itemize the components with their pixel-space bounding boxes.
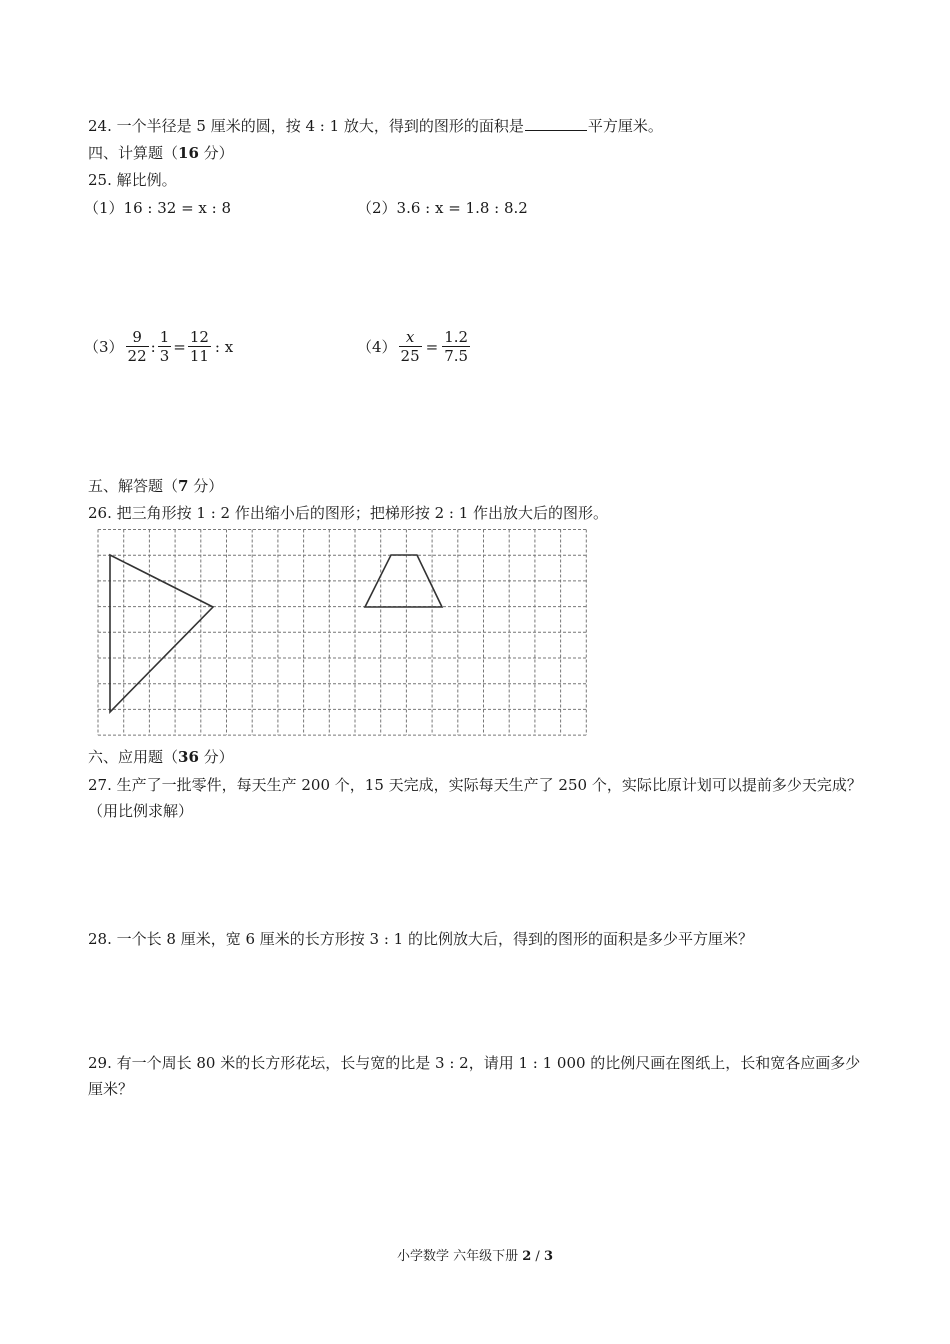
section-4-title: 四、计算题（16 分） [88,144,234,162]
question-25-stem: 25. 解比例。 [88,171,177,189]
fraction: $\frac{1}{3}$ [159,328,170,365]
fraction: $\frac{12}{11}$ [189,328,209,365]
section-5-score: 7 [178,477,189,495]
page-number: 2 [522,1249,532,1264]
q25-part-1: （1）16 : 32 = x : 8 [84,199,232,217]
section-6-score: 36 [178,748,199,766]
q25-part-3: （3） $\frac{9}{22}$ : $\frac{1}{3}$ = $\frac{12}{11}$ : x [84,328,234,365]
fraction: $\frac{1.2}{7.5}$ [444,328,469,365]
q25-part-2: （2）3.6 : x = 1.8 : 8.2 [357,199,528,217]
question-24 [88,116,663,136]
q24-text-a: 24. 一个半径是 5 厘米的圆，按 4 : 1 放大，得到的图形的面积是 [88,117,524,135]
section-5-title: 五、解答题（7 分） [88,477,224,495]
fraction: $\frac{x}{25}$ [400,328,420,365]
section-6-title: 六、应用题（36 分） [88,748,234,766]
square-grid-figure [92,528,596,738]
grid-lines [98,530,586,736]
page-total: 3 [543,1249,553,1264]
section-4-score: 16 [178,144,199,162]
question-29: 29. 有一个周长 80 米的长方形花坛，长与宽的比是 3 : 2，请用 1 : 1 000 的比例尺画在图纸上，长和宽各应画多少厘米？ [88,1054,861,1098]
question-26: 26. 把三角形按 1 : 2 作出缩小后的图形；把梯形按 2 : 1 作出放大后的图形。 [88,504,609,522]
q25-part-4: （4） $\frac{x}{25}$ = $\frac{1.2}{7.5}$ [357,328,469,365]
fraction: $\frac{9}{22}$ [127,328,147,365]
answer-blank[interactable] [525,116,587,131]
triangle-shape [110,555,213,712]
question-28: 28. 一个长 8 厘米，宽 6 厘米的长方形按 3 : 1 的比例放大后，得到的图形的面积是多少平方厘米？ [88,930,753,948]
page-footer: 小学数学 六年级下册 2 / 3 [396,1249,553,1264]
q24-text-b: 平方厘米。 [587,117,663,135]
question-27: 27. 生产了一批零件，每天生产 200 个，15 天完成，实际每天生产了 250 个，实际比原计划可以提前多少天完成？（用比例求解） [88,776,862,820]
